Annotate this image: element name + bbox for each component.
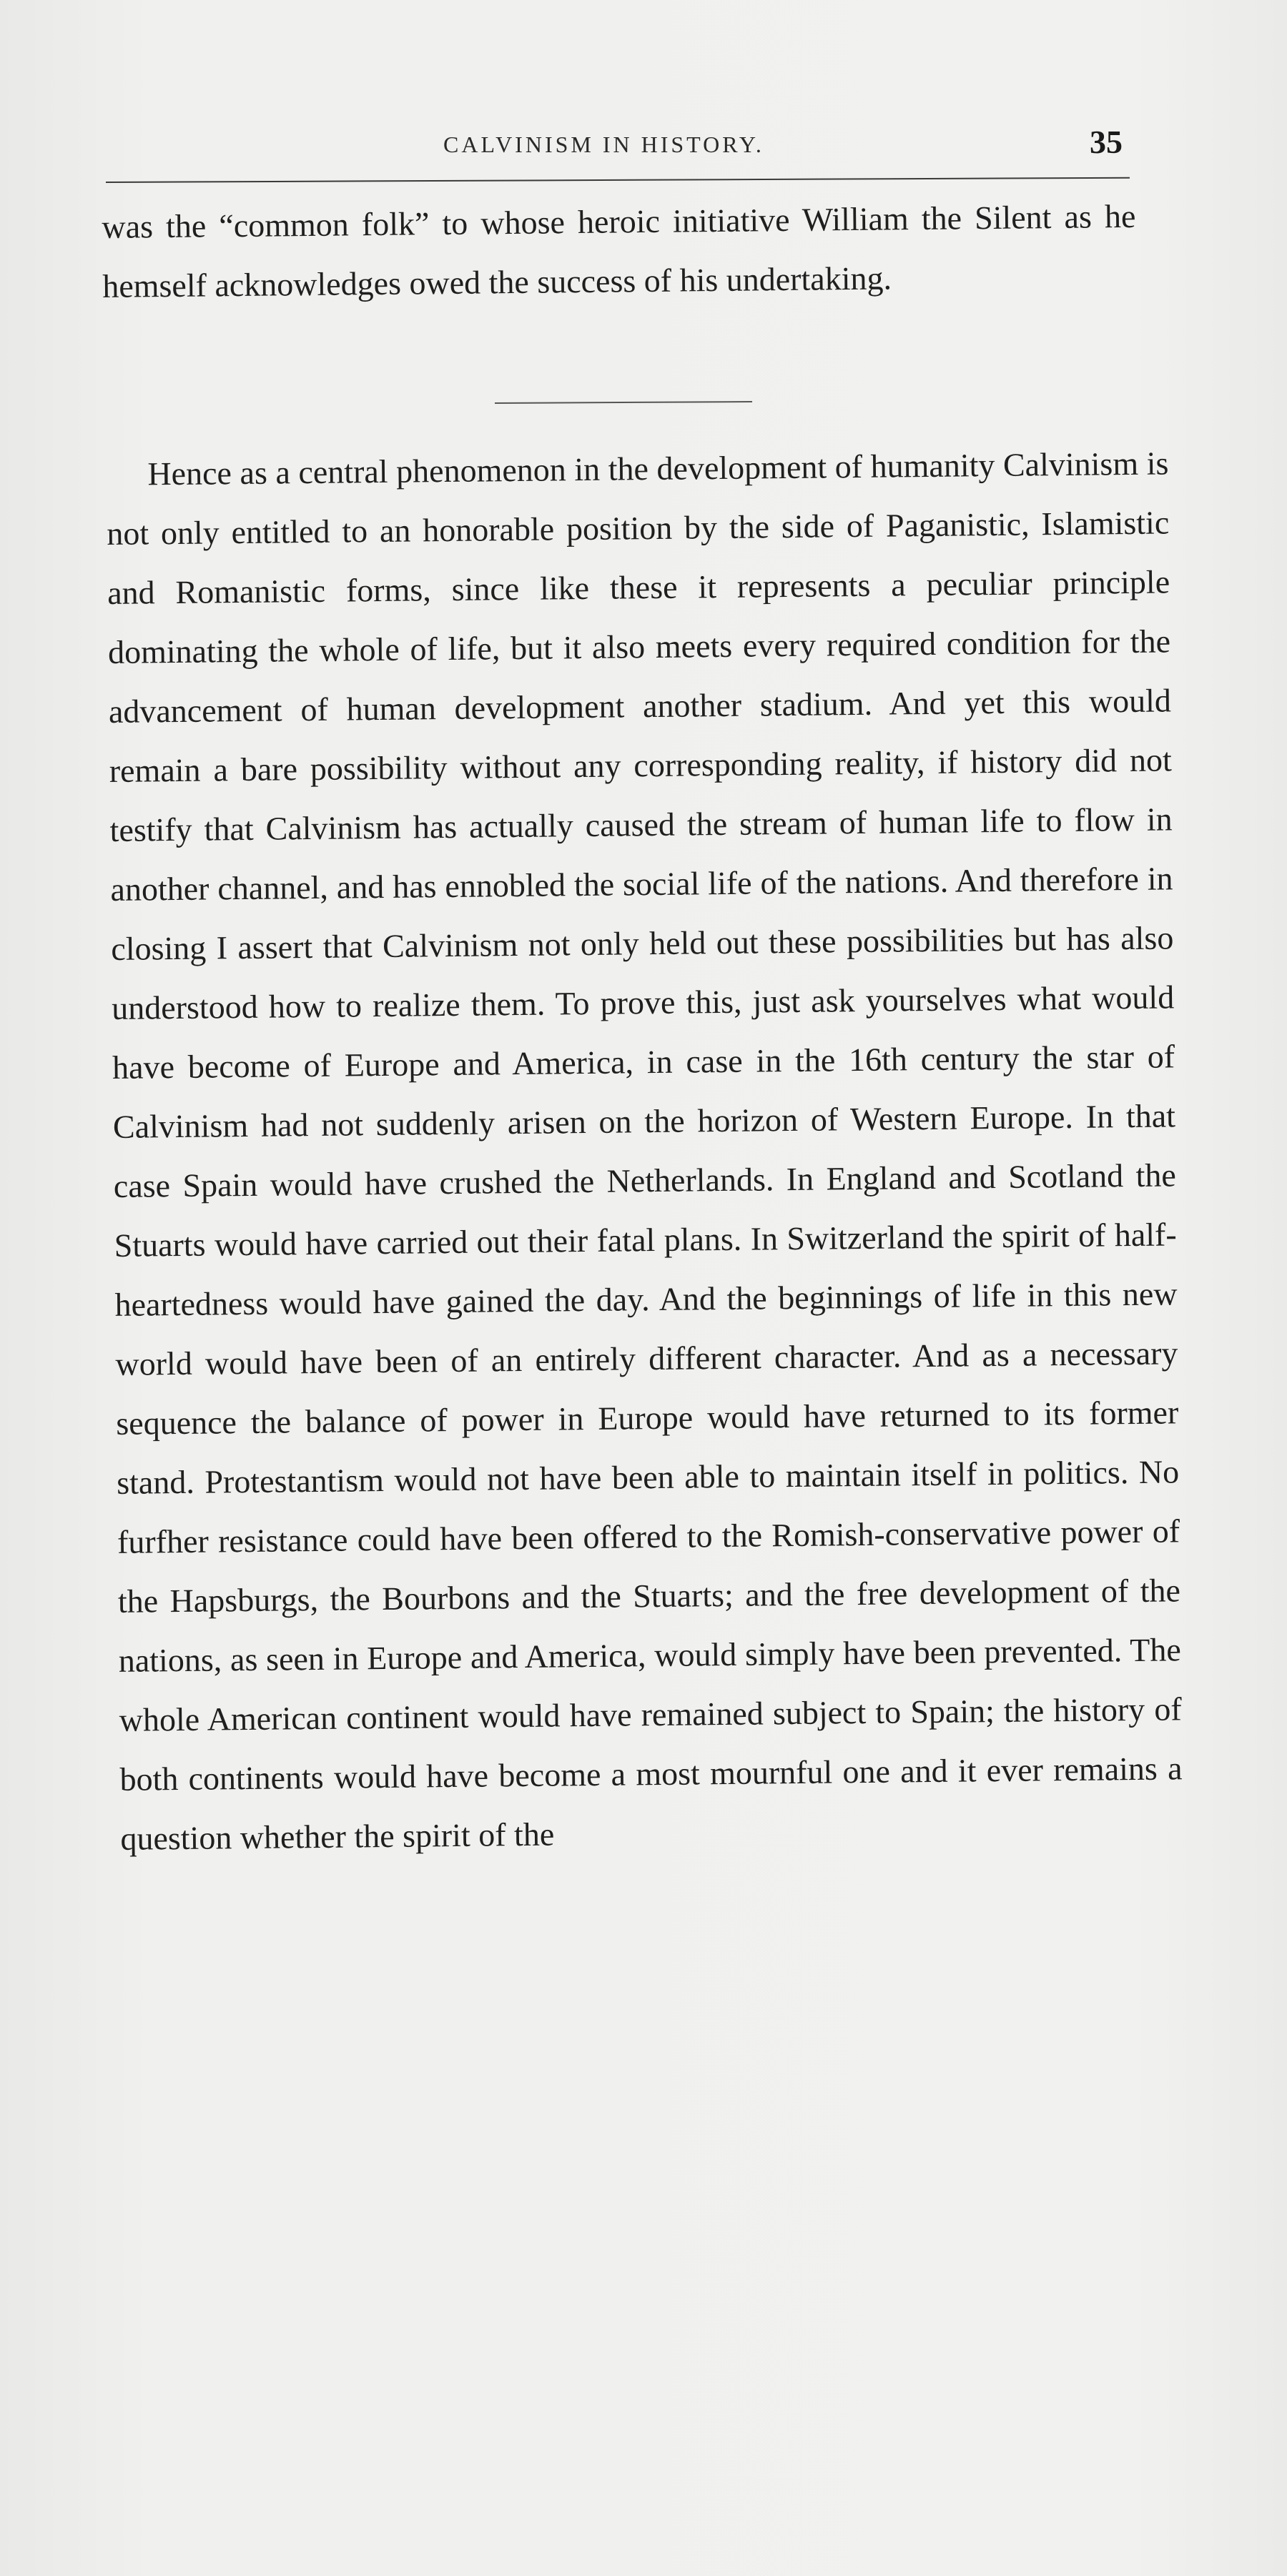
running-head	[107, 123, 1130, 166]
header-rule	[106, 177, 1130, 183]
paragraph-block-1	[102, 187, 1137, 316]
paragraph-continuation: was the “common folk” to whose heroic initiative William the Silent as he hemself acknowledges owed the success of his undertaking.	[102, 197, 1136, 304]
paragraph-block-2	[106, 433, 1183, 1868]
paragraph-main: Hence as a central phenomenon in the development of humanity Calvinism is not only entitled to an honorable position by the side of Paganistic, Islamistic and Romanistic forms, since like these it represents a peculiar principle dominating the whole of life, but it also meets every required condition for the advancement of human development another stadium. And yet this would remain a bare possibility without any corresponding reality, if history did not testify that Calvinism has actually caused the stream of human life to flow in another channel, and has ennobled the social life of the nations. And therefore in closing I assert that Calvinism not only held out these possibilities but has also understood how to realize them. To prove this, just ask yourselves what would have become of Europe and America, in case in the 16th century the star of Calvinism had not suddenly arisen on the horizon of Western Europe. In that case Spain would have crushed the Netherlands. In England and Scotland the Stuarts would have carried out their fatal plans. In Switzerland the spirit of half-heartedness would have gained the day. And the beginnings of life in this new world would have been of an entirely different character. And as a necessary sequence the balance of power in Europe would have returned to its former stand. Protestantism would not have been able to maintain itself in politics. No furfher resistance could have been offered to the Romish-conservative power of the Hapsburgs, the Bourbons and the Stuarts; and the free development of the nations, as seen in Europe and America, would simply have been prevented. The whole American continent would have remained subject to Spain; the history of both continents would have become a most mournful one and it ever remains a question whether the spirit of the	[107, 445, 1183, 1857]
running-title: CALVINISM IN HISTORY.	[443, 132, 764, 157]
section-divider	[495, 401, 752, 404]
page-number: 35	[1090, 124, 1123, 160]
